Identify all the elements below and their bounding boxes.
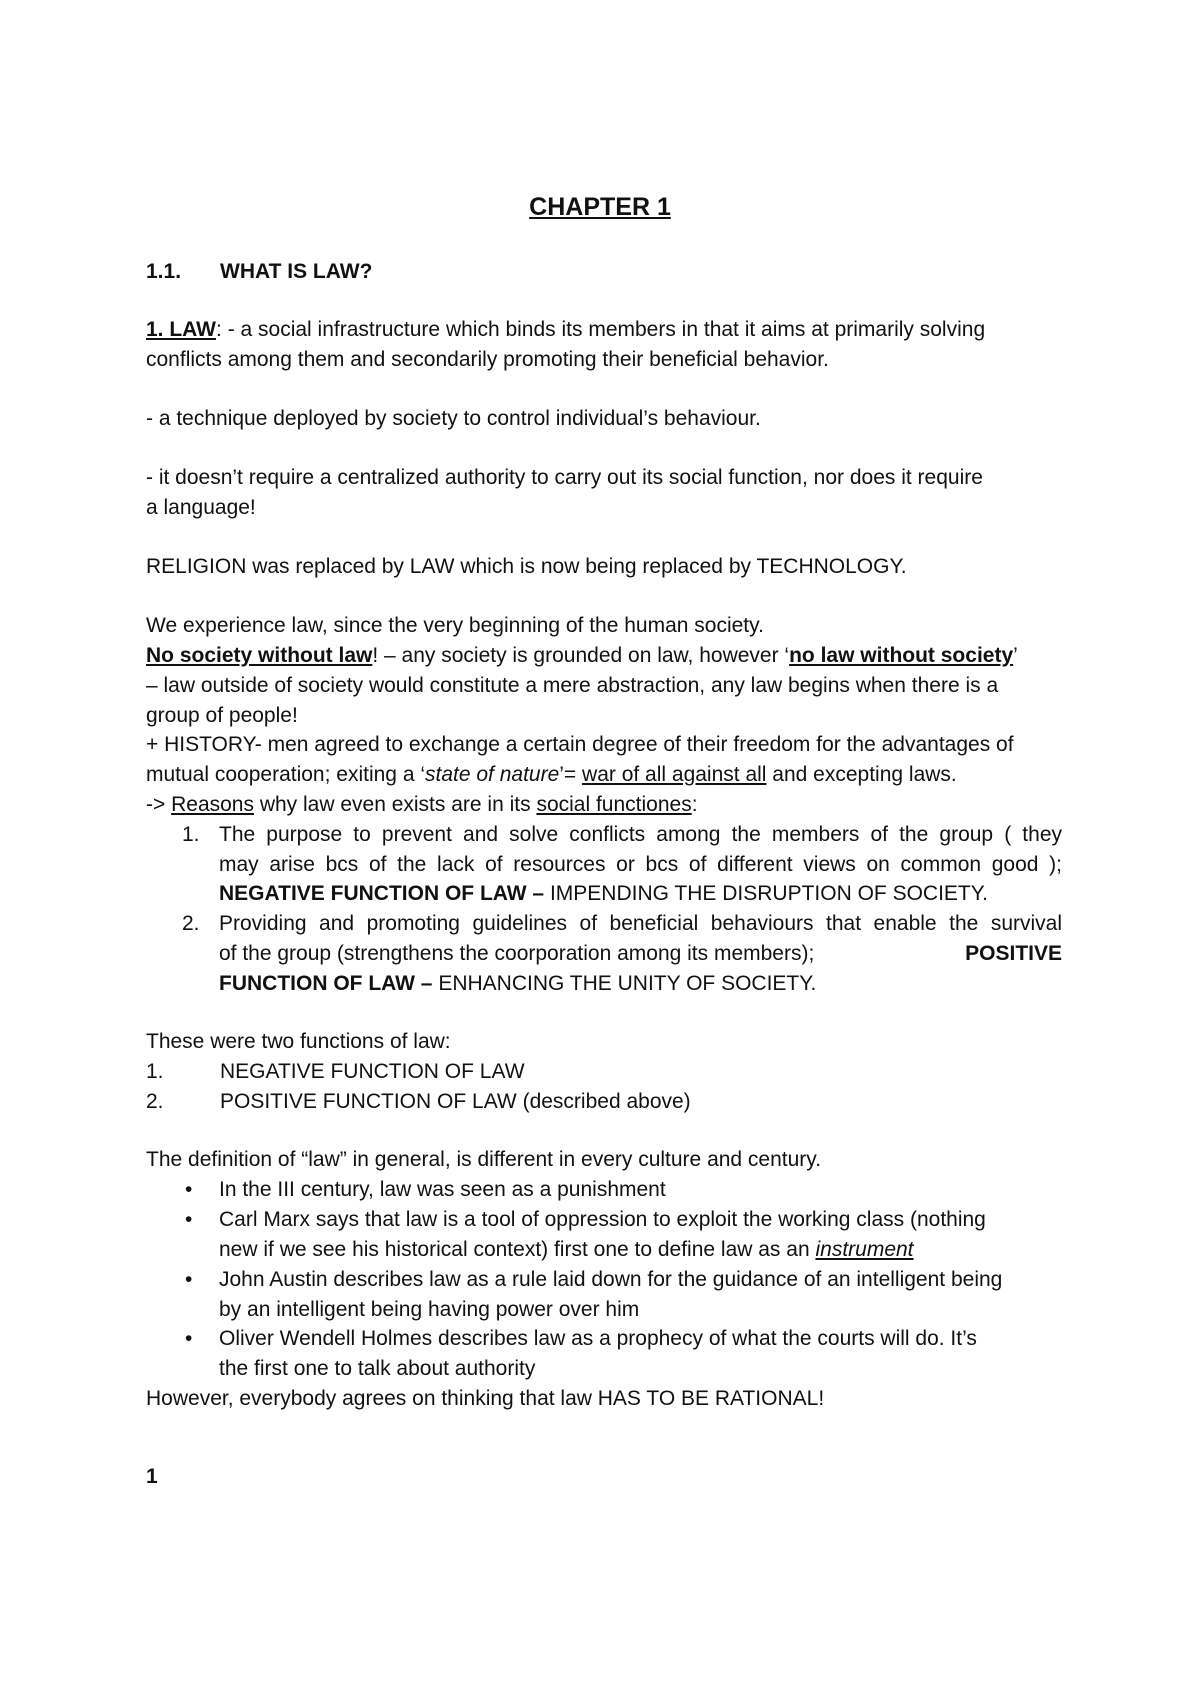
section-heading <box>146 257 373 287</box>
section-title: WHAT IS LAW? <box>220 260 373 283</box>
no-law-phrase: no law without society <box>789 644 1014 667</box>
war-of-all-phrase: war of all against all <box>582 763 767 786</box>
law-definition-line-1: 1. LAW: - a social infrastructure which binds its members in that it aims at primarily solving <box>146 318 986 341</box>
social-functiones: social functiones <box>536 793 692 816</box>
reasons-line: -> Reasons why law even exists are in its social functiones: <box>146 793 698 816</box>
history-line-1: + HISTORY- men agreed to exchange a certain degree of their freedom for the advantages of <box>146 733 1014 756</box>
list-item-1-line-1: The purpose to prevent and solve conflicts among the members of the group ( they <box>219 823 1062 846</box>
experience-line: We experience law, since the very beginning of the human society. <box>146 614 764 637</box>
bullet-item-2-line-2: new if we see his historical context) first one to define law as an instrument <box>219 1238 914 1261</box>
instrument-word: instrument <box>815 1238 914 1261</box>
bullet-item-3-line-1: John Austin describes law as a rule laid down for the guidance of an intelligent being <box>219 1268 1003 1291</box>
list-item-1-line-3: NEGATIVE FUNCTION OF LAW – IMPENDING THE DISRUPTION OF SOCIETY. <box>219 882 988 905</box>
chapter-title: CHAPTER 1 <box>529 193 671 221</box>
history-line-2: mutual cooperation; exiting a ‘state of nature’= war of all against all and excepting laws. <box>146 763 957 786</box>
section-number: 1.1. <box>146 260 182 283</box>
function-item-2: 2. POSITIVE FUNCTION OF LAW (described above) <box>146 1090 691 1113</box>
bullet-item-4-line-2: the first one to talk about authority <box>219 1357 536 1380</box>
no-society-line-1: No society without law! – any society is grounded on law, however ‘no law without society’ <box>146 644 1018 667</box>
list-item-1-line-2: may arise bcs of the lack of resources or bcs of different views on common good ); <box>219 853 1062 876</box>
reasons-word: Reasons <box>171 793 254 816</box>
centralized-line-1: - it doesn’t require a centralized authority to carry out its social function, nor does it require <box>146 466 983 489</box>
list-marker: 2. <box>182 912 200 935</box>
bullet-icon: • <box>185 1178 193 1201</box>
law-definition-line-2: conflicts among them and secondarily promoting their beneficial behavior. <box>146 348 829 371</box>
state-of-nature: state of nature <box>425 763 560 786</box>
bullet-icon: • <box>185 1208 193 1231</box>
technique-paragraph: - a technique deployed by society to control individual’s behaviour. <box>146 407 761 430</box>
religion-paragraph: RELIGION was replaced by LAW which is now being replaced by TECHNOLOGY. <box>146 555 907 578</box>
bullet-item-4-line-1: Oliver Wendell Holmes describes law as a prophecy of what the courts will do. It’s <box>219 1327 977 1350</box>
bullet-icon: • <box>185 1268 193 1291</box>
two-functions-intro: These were two functions of law: <box>146 1030 451 1053</box>
function-item-1: 1. NEGATIVE FUNCTION OF LAW <box>146 1060 525 1083</box>
list-item-2-line-1: Providing and promoting guidelines of beneficial behaviours that enable the survival <box>219 912 1062 935</box>
bullet-icon: • <box>185 1327 193 1350</box>
bullet-item-2-line-1: Carl Marx says that law is a tool of oppression to exploit the working class (nothing <box>219 1208 986 1231</box>
bullet-item-3-line-2: by an intelligent being having power over him <box>219 1298 640 1321</box>
no-society-line-2: – law outside of society would constitute a mere abstraction, any law begins when there is a <box>146 674 999 697</box>
law-label: 1. LAW <box>146 318 217 341</box>
centralized-line-2: a language! <box>146 496 256 519</box>
list-item-2-line-2: of the group (strengthens the coorporation among its members); POSITIVE <box>219 942 1062 965</box>
conclusion-line: However, everybody agrees on thinking that law HAS TO BE RATIONAL! <box>146 1387 825 1410</box>
no-society-phrase: No society without law <box>146 644 373 667</box>
no-society-line-3: group of people! <box>146 704 298 727</box>
list-item-2-line-3: FUNCTION OF LAW – ENHANCING THE UNITY OF SOCIETY. <box>219 972 817 995</box>
list-marker: 1. <box>182 823 200 846</box>
bullet-item-1: In the III century, law was seen as a punishment <box>219 1178 666 1201</box>
page-number: 1 <box>146 1465 158 1488</box>
definition-line: The definition of “law” in general, is different in every culture and century. <box>146 1148 822 1171</box>
